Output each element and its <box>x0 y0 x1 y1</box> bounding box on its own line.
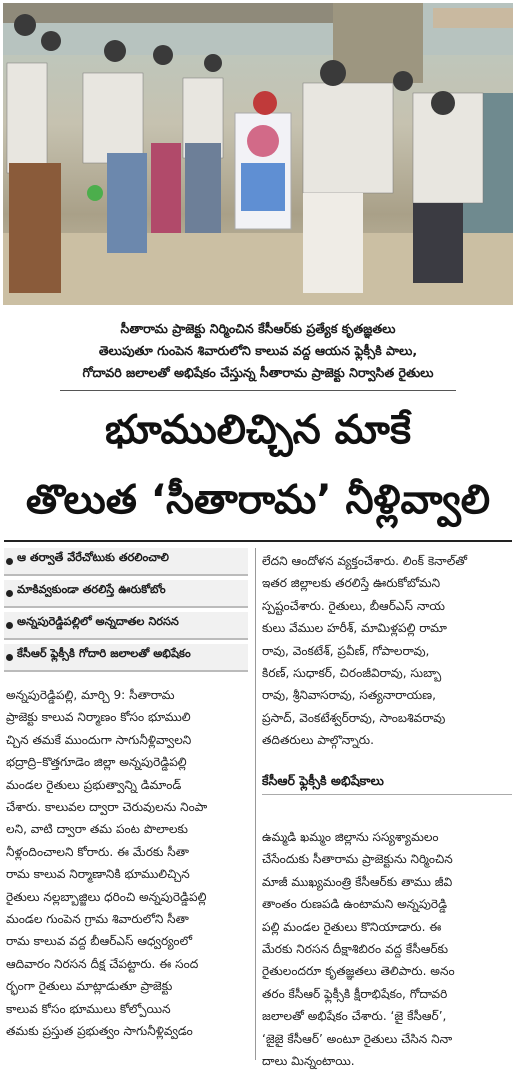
article-line: అన్నపురెడ్డిపల్లి, మార్చి 9: సీతారామ <box>6 688 175 702</box>
article-column-left <box>6 684 244 1043</box>
article-line: లేదని ఆందోళన వ్యక్తంచేశారు. లింక్ కెనాల్‌తో <box>262 554 468 568</box>
article-line: ర్భంగా రైతులు మాట్లాడుతూ ప్రాజెక్టు <box>6 979 173 994</box>
article-line: ప్రాజెక్టు కాలువ నిర్మాణం కోసం భూములి <box>6 710 191 725</box>
highlight-text: ఆ తర్వాతే వేరేచోటుకు తరలించాలి <box>17 551 169 564</box>
news-photo <box>3 3 513 305</box>
article-line: తాంతం రుణపడి ఉంటామని అన్నపురెడ్డి <box>262 897 448 912</box>
article-line: తరం కేసీఆర్ ఫ్లెక్సీకి క్షీరాభిషేకం, గోదావరి <box>262 986 448 1001</box>
article-line: చేసేందుకు సీతారామ ప్రాజెక్టును నిర్మించిన <box>262 852 453 867</box>
article-line: తదితరులు పాల్గొన్నారు. <box>262 733 374 748</box>
article-line: రైతులందరూ కృతజ్ఞతలు తెలిపారు. అనం <box>262 964 455 979</box>
highlight-item <box>4 580 248 608</box>
article-line: పల్లి మండల రైతులు కొనియాడారు. ఈ <box>262 919 442 934</box>
photo-caption <box>18 318 498 384</box>
article-line: ప్రసాద్, వెంకటేశ్వర్‌రావు, సాంబశివరావు <box>262 710 446 725</box>
article-line: మండల గుంపెన గ్రామ శివారులోని సీతా <box>6 912 189 927</box>
bullet-icon <box>6 590 13 597</box>
highlight-item <box>4 612 248 640</box>
caption-line: తెలుపుతూ గుంపెన శివారులోని కాలువ వద్ద ఆయన ఫ్లెక్సీకి పాలు, <box>98 343 418 358</box>
bullet-icon <box>6 558 13 565</box>
article-line: ఆదివారం నిరసన దీక్ష చేపట్టారు. ఈ సంద <box>6 956 199 971</box>
headline-divider <box>4 540 512 542</box>
article-line: రైతులు నల్లబ్బాజ్జిలు ధరించి అన్నపురెడ్డిపల్లి <box>6 889 207 904</box>
column-rule <box>255 548 256 1060</box>
article-line: లని, వాటి ద్వారా తమ పంట పొలాలకు <box>6 822 188 837</box>
section-subhead: కేసీఆర్ ఫ్లెక్సీకి అభిషేకాలు <box>262 770 512 795</box>
article-line: తమకు ప్రస్తుత ప్రభుత్వం సాగునీళ్లివ్వడం <box>6 1024 193 1039</box>
headline-line-1: భూములిచ్చిన మాకే <box>105 407 411 453</box>
article-line: ‘జైజై కేసీఆర్’ అంటూ రైతులు చేసిన నినా <box>262 1031 453 1046</box>
article-line: మాజీ ముఖ్యమంత్రి కేసీఆర్‌కు తాము జీవి <box>262 874 453 889</box>
farmers-photo-illustration <box>3 3 513 305</box>
caption-line: గోదావరి జలాలతో అభిషేకం చేస్తున్న సీతారామ ప్రాజెక్టు నిర్వాసిత రైతులు <box>82 365 434 380</box>
headline-line-2: తొలుత ‘సీతారామ’ నీళ్లివ్వాలి <box>25 477 491 523</box>
article-line: ఉమ్మడి ఖమ్మం జిల్లాను సస్యశ్యామలం <box>262 830 439 844</box>
article-line: ఇతర జిల్లాలకు తరలిస్తే ఊరుకోబోమని <box>262 576 441 591</box>
bullet-icon <box>6 654 13 661</box>
article-line: జలాలతో అభిషేకం చేశారు. ‘జై కేసీఆర్’, <box>262 1009 447 1024</box>
highlight-text: మాకివ్వకుండా తరలిస్తే ఊరుకోబోం <box>17 583 166 596</box>
article-line: రావు, వెంకటేశ్, ప్రవీణ్, గోపాలరావు, <box>262 643 430 658</box>
article-line: నీళ్లందించాలని కోరారు. ఈ మేరకు సీతా <box>6 844 189 859</box>
article-line: స్పష్టంచేశారు. రైతులు, బీఆర్‌ఎస్ నాయ <box>262 598 445 613</box>
article-line: కులు వేముల హరీశ్, మామిళ్లపల్లి రామా <box>262 621 447 636</box>
article-line: రామ కాలువ వద్ద బీఆర్‌ఎస్ ఆధ్వర్యంలో <box>6 934 193 949</box>
article-line: చేశారు. కాలువల ద్వారా చెరువులను నింపా <box>6 800 208 815</box>
article-line: భద్రాద్రి–కొత్తగూడెం జిల్లా అన్నపురెడ్డిపల్లి <box>6 755 187 770</box>
bullet-icon <box>6 622 13 629</box>
caption-line: సీతారామ ప్రాజెక్టు నిర్మించిన కేసీఆర్‌కు ప్రత్యేక కృతజ్ఞతలు <box>120 321 396 336</box>
article-line: రావు, శ్రీనివాసరావు, సత్యనారాయణ, <box>262 688 437 703</box>
highlight-item <box>4 644 248 672</box>
article-line: మేరకు నిరసన దీక్షాశిబిరం వద్ద కేసీఆర్‌కు <box>262 942 449 957</box>
article-line: కాలువ కోసం భూములు కోల్పోయిన <box>6 1001 171 1016</box>
highlight-text: అన్నపురెడ్డిపల్లిలో అన్నదాతల నిరసన <box>17 615 179 628</box>
article-line: రామ కాలువ నిర్మాణానికి భూములిచ్చిన <box>6 867 190 882</box>
highlights-box <box>4 548 248 676</box>
highlight-item <box>4 548 248 576</box>
article-line: మండల రైతులు ప్రభుత్వాన్ని డిమాండ్ <box>6 777 182 792</box>
caption-rule <box>60 390 456 391</box>
article-column-right-bottom <box>262 826 512 1072</box>
article-line: కిరణ్, సుధాకర్, చిరంజీవిరావు, సుబ్బా <box>262 666 442 681</box>
article-line: దాలు మిన్నంటాయి. <box>262 1054 355 1069</box>
highlight-text: కేసీఆర్ ఫ్లెక్సీకి గోదారి జలాలతో అభిషేకం <box>17 647 191 660</box>
article-column-right-top <box>262 550 512 752</box>
article-line: చ్చిన తమకే ముందుగా సాగునీళ్లివ్వాలని <box>6 732 192 747</box>
